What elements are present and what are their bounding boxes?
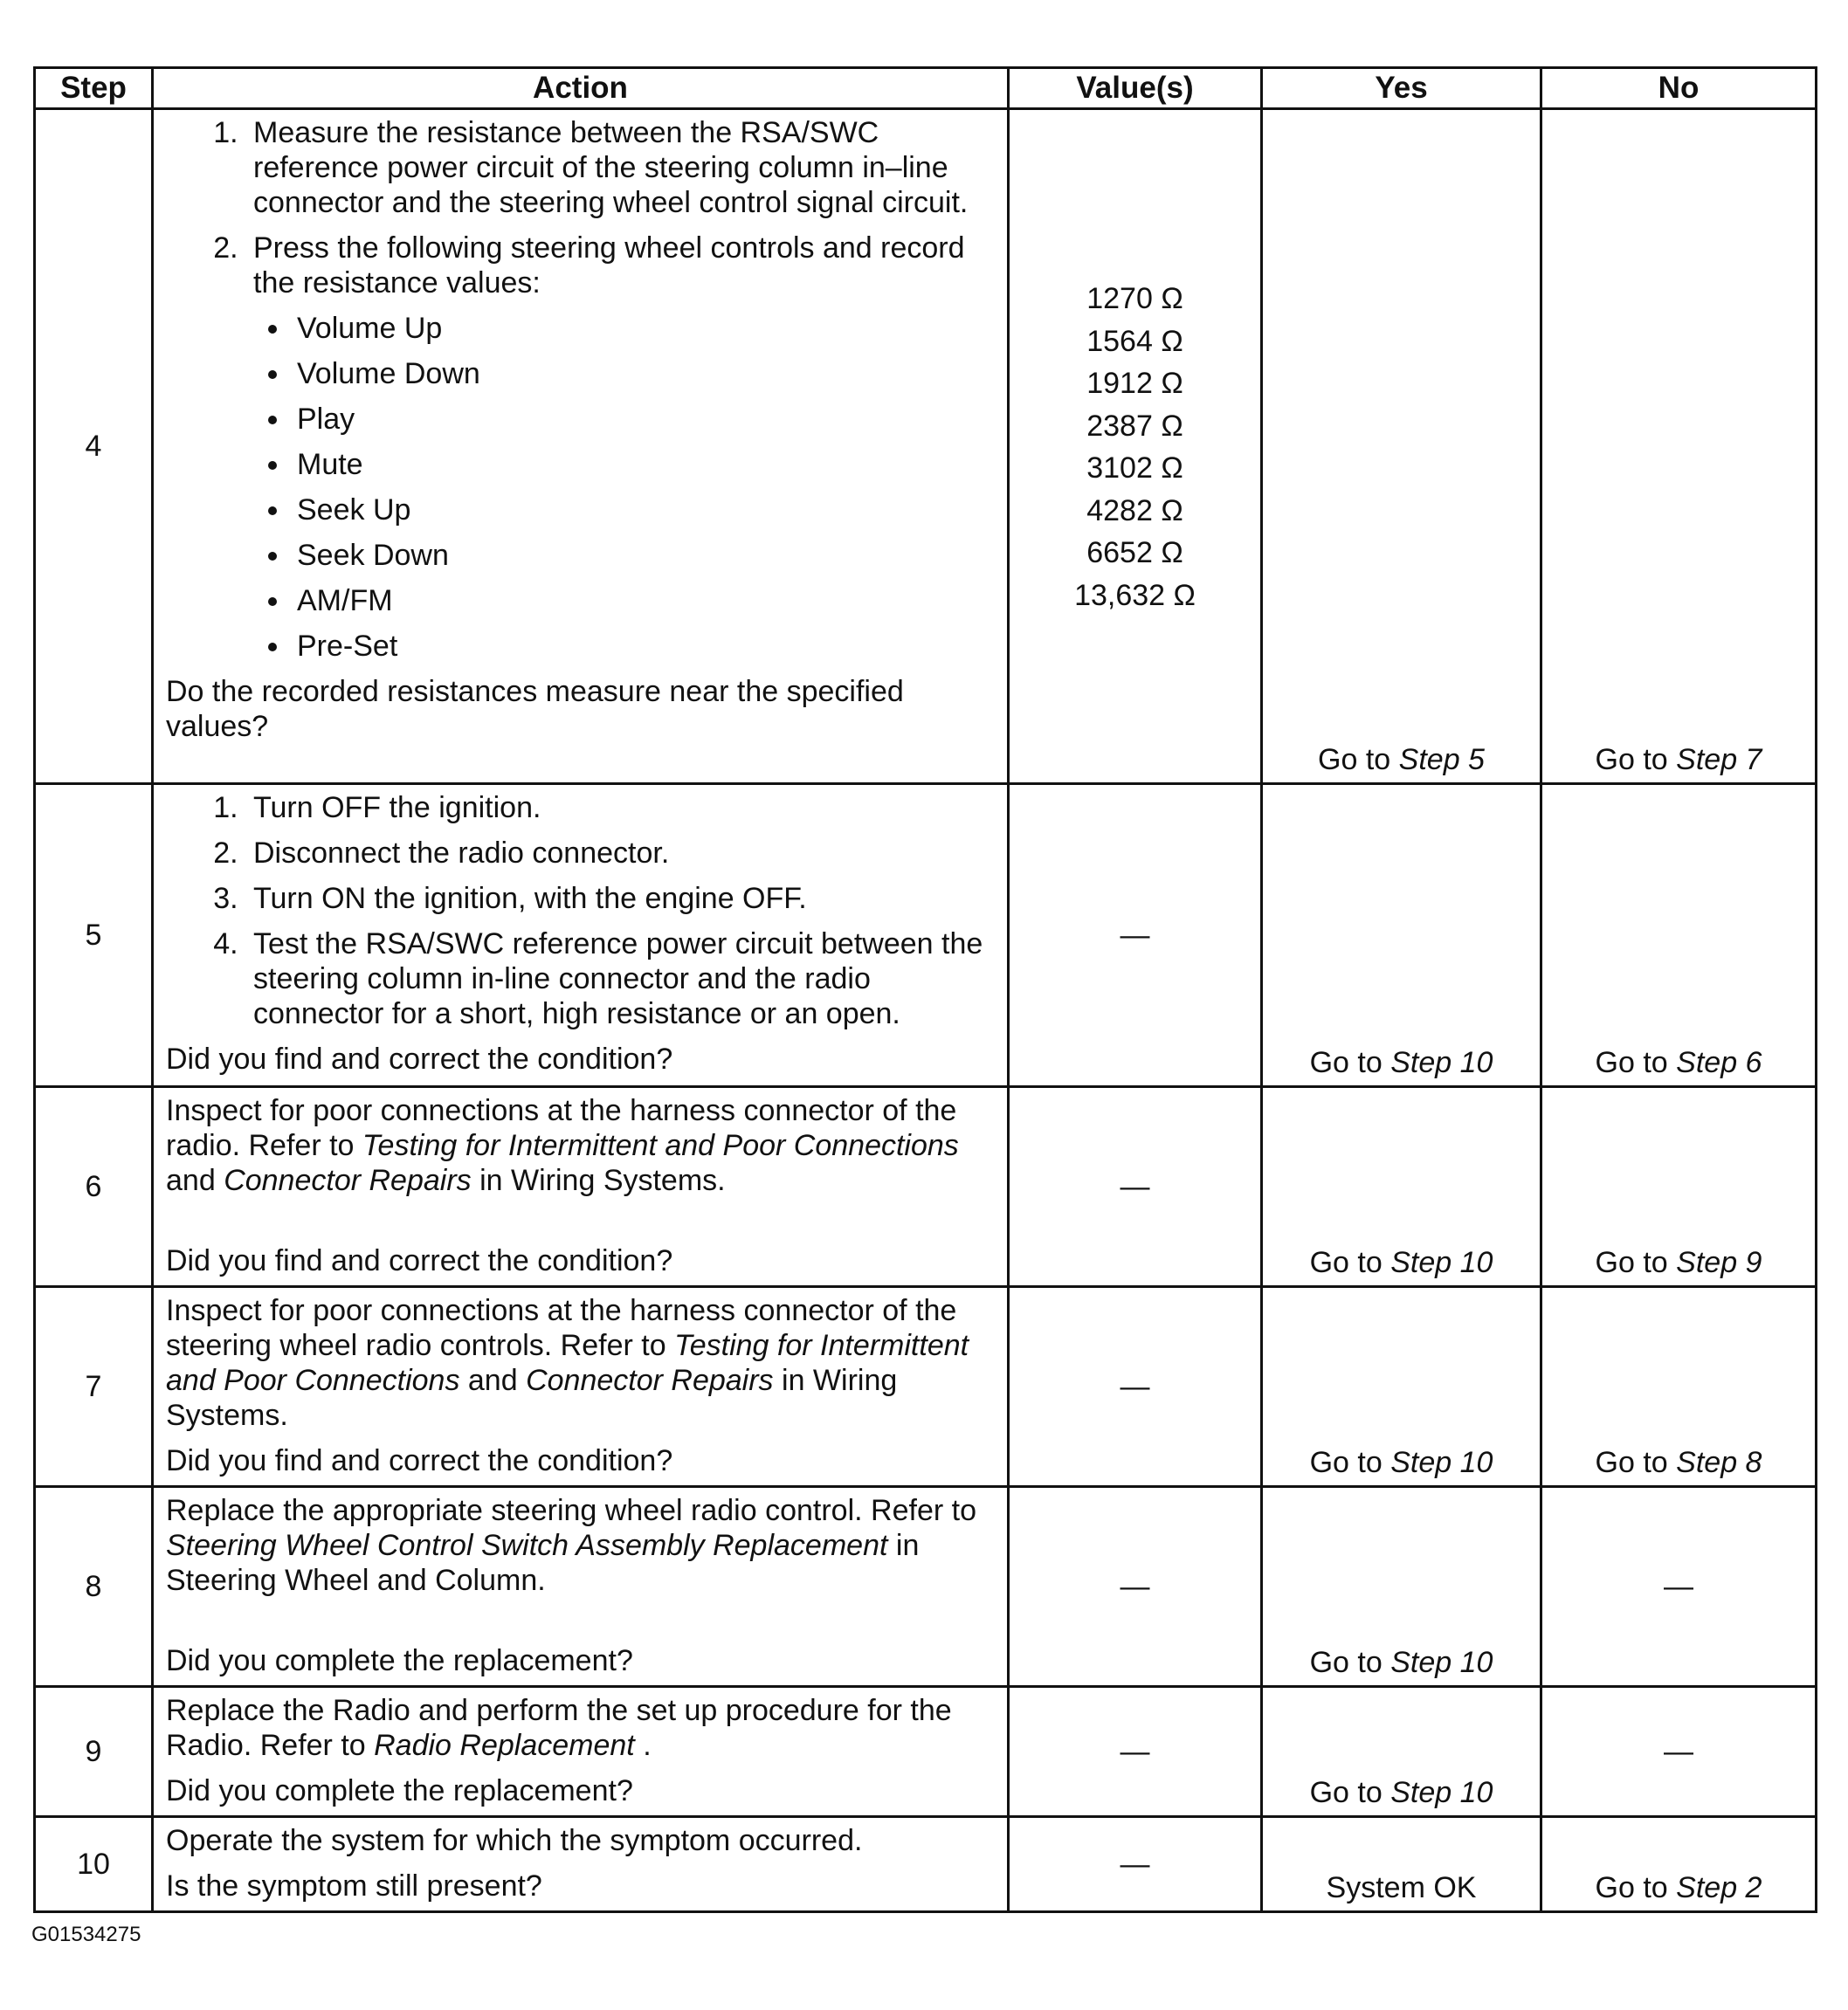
instruction-item: 1. Turn OFF the ignition. (246, 790, 995, 825)
yes-cell (1262, 1487, 1541, 1687)
yes-cell (1262, 784, 1541, 1087)
instruction-item: 3. Turn ON the ignition, with the engine OFF. (246, 881, 995, 916)
action-text-part: Replace the Radio and perform the set up procedure for the Radio. Refer to (166, 1694, 952, 1762)
action-text-part: Inspect for poor connections at the harness connector of the steering wheel radio controls. Refer to (166, 1294, 957, 1362)
table-row (35, 1817, 1817, 1912)
value-item: 1270 Ω (1086, 282, 1183, 315)
spacer (166, 1198, 995, 1243)
diagnostic-table (33, 66, 1817, 1913)
table-row (35, 1487, 1817, 1687)
yes-step-ref: Step 10 (1390, 1646, 1493, 1679)
no-cell: — (1541, 1487, 1817, 1687)
yes-cell (1262, 1087, 1541, 1287)
question: Did you find and correct the condition? (166, 1043, 673, 1076)
spacer (166, 1598, 995, 1643)
table-row (35, 1287, 1817, 1487)
yes-step-ref: Step 10 (1390, 1046, 1493, 1079)
table-row (35, 784, 1817, 1087)
list-item: • AM/FM (292, 583, 995, 618)
table-row (35, 1087, 1817, 1287)
doc-reference: Steering Wheel Control Switch Assembly Replacement (166, 1529, 888, 1562)
no-cell: — (1541, 1687, 1817, 1817)
instruction-list (166, 790, 995, 1031)
list-item: • Mute (292, 447, 995, 482)
step-number: 10 (35, 1817, 153, 1912)
list-item: • Volume Up (292, 311, 995, 346)
values-cell (1009, 109, 1262, 784)
action-text-part: Inspect for poor connections at the harness connector of the radio. Refer to (166, 1094, 957, 1162)
action-text-part: . (634, 1729, 652, 1762)
step-number: 5 (35, 784, 153, 1087)
yes-prefix: Go to (1309, 1776, 1383, 1809)
values-cell: — (1009, 784, 1262, 1087)
no-cell (1541, 1817, 1817, 1912)
question: Do the recorded resistances measure near the specified values? (166, 675, 904, 743)
no-cell (1541, 109, 1817, 784)
header-values: Value(s) (1009, 68, 1262, 109)
step-number: 8 (35, 1487, 153, 1687)
values-cell: — (1009, 1687, 1262, 1817)
values-list (1074, 110, 1196, 616)
control-list (253, 311, 995, 664)
yes-step-ref: Step 5 (1398, 743, 1485, 776)
yes-step-ref: Step 10 (1390, 1776, 1493, 1809)
yes-step-ref: Step 10 (1390, 1446, 1493, 1479)
value-item: 6652 Ω (1086, 536, 1183, 569)
value-item: 2387 Ω (1086, 409, 1183, 443)
yes-cell (1262, 1287, 1541, 1487)
value-item: 13,632 Ω (1074, 578, 1196, 612)
no-cell (1541, 1087, 1817, 1287)
action-text-part: in Steering Wheel and Column. (166, 1529, 920, 1597)
action-text (166, 1293, 995, 1433)
header-yes: Yes (1262, 68, 1541, 109)
yes-cell (1262, 1687, 1541, 1817)
no-step-ref: Step 8 (1676, 1446, 1762, 1479)
action-text-part: in Wiring Systems. (471, 1164, 726, 1197)
action-text-part: and (459, 1364, 527, 1397)
action-text (166, 1693, 995, 1763)
action-cell (153, 1287, 1009, 1487)
yes-prefix: Go to (1309, 1046, 1383, 1079)
step-number: 4 (35, 109, 153, 784)
doc-reference: Testing for Intermittent and Poor Connections (166, 1329, 969, 1397)
action-cell (153, 1687, 1009, 1817)
yes-prefix: Go to (1309, 1246, 1383, 1279)
list-item: • Volume Down (292, 356, 995, 391)
doc-reference: Testing for Intermittent and Poor Connections (362, 1129, 959, 1162)
question: Did you find and correct the condition? (166, 1444, 673, 1477)
table-row (35, 1687, 1817, 1817)
no-cell (1541, 1287, 1817, 1487)
header-no: No (1541, 68, 1817, 109)
step-number: 6 (35, 1087, 153, 1287)
instruction-item (246, 231, 995, 664)
header-row (35, 68, 1817, 109)
yes-prefix: Go to (1318, 743, 1391, 776)
yes-cell (1262, 109, 1541, 784)
no-cell (1541, 784, 1817, 1087)
action-text (166, 1093, 995, 1198)
instruction-item: 2. Disconnect the radio connector. (246, 836, 995, 871)
value-item: 1912 Ω (1086, 367, 1183, 400)
no-prefix: Go to (1595, 1246, 1668, 1279)
no-step-ref: Step 7 (1676, 743, 1762, 776)
step-number: 9 (35, 1687, 153, 1817)
question: Did you find and correct the condition? (166, 1244, 673, 1277)
no-prefix: Go to (1595, 1446, 1668, 1479)
action-cell (153, 109, 1009, 784)
instruction-text: Press the following steering wheel controls and record the resistance values: (253, 231, 965, 299)
value-item: 4282 Ω (1086, 493, 1183, 527)
instruction-item: 4. Test the RSA/SWC reference power circuit between the steering column in-line connector and the radio connector for a short, high resistance or an open. (246, 926, 995, 1031)
figure-id: G01534275 (31, 1923, 141, 1946)
list-item: • Pre-Set (292, 629, 995, 664)
list-item: • Seek Up (292, 492, 995, 527)
action-text-part: in Wiring Systems. (166, 1364, 898, 1432)
values-cell: — (1009, 1287, 1262, 1487)
header-step: Step (35, 68, 153, 109)
action-cell (153, 1817, 1009, 1912)
question: Is the symptom still present? (166, 1869, 542, 1903)
values-cell: — (1009, 1817, 1262, 1912)
action-cell (153, 784, 1009, 1087)
values-cell: — (1009, 1087, 1262, 1287)
no-step-ref: Step 6 (1676, 1046, 1762, 1079)
yes-prefix: Go to (1309, 1646, 1383, 1679)
yes-step-ref: Step 10 (1390, 1246, 1493, 1279)
instruction-list (166, 115, 995, 664)
table-row (35, 109, 1817, 784)
step-number: 7 (35, 1287, 153, 1487)
action-text (166, 1493, 995, 1598)
list-item: • Seek Down (292, 538, 995, 573)
doc-reference: Connector Repairs (224, 1164, 472, 1197)
action-cell (153, 1487, 1009, 1687)
yes-prefix: Go to (1309, 1446, 1383, 1479)
question: Did you complete the replacement? (166, 1774, 633, 1807)
value-item: 1564 Ω (1086, 324, 1183, 358)
values-cell: — (1009, 1487, 1262, 1687)
yes-cell: System OK (1262, 1817, 1541, 1912)
value-item: 3102 Ω (1086, 451, 1183, 485)
no-step-ref: Step 9 (1676, 1246, 1762, 1279)
question: Did you complete the replacement? (166, 1644, 633, 1677)
action-text-part: Replace the appropriate steering wheel radio control. Refer to (166, 1494, 976, 1527)
doc-reference: Connector Repairs (526, 1364, 774, 1397)
header-action: Action (153, 68, 1009, 109)
no-prefix: Go to (1595, 1046, 1668, 1079)
doc-reference: Radio Replacement (374, 1729, 635, 1762)
action-cell (153, 1087, 1009, 1287)
action-text: Operate the system for which the symptom occurred. (166, 1824, 863, 1857)
action-text-part: and (166, 1164, 224, 1197)
no-step-ref: Step 2 (1676, 1871, 1762, 1904)
instruction-item: 1. Measure the resistance between the RSA/SWC reference power circuit of the steering column in–line connector and the steering wheel control signal circuit. (246, 115, 995, 220)
list-item: • Play (292, 402, 995, 437)
no-prefix: Go to (1595, 743, 1668, 776)
no-prefix: Go to (1595, 1871, 1668, 1904)
